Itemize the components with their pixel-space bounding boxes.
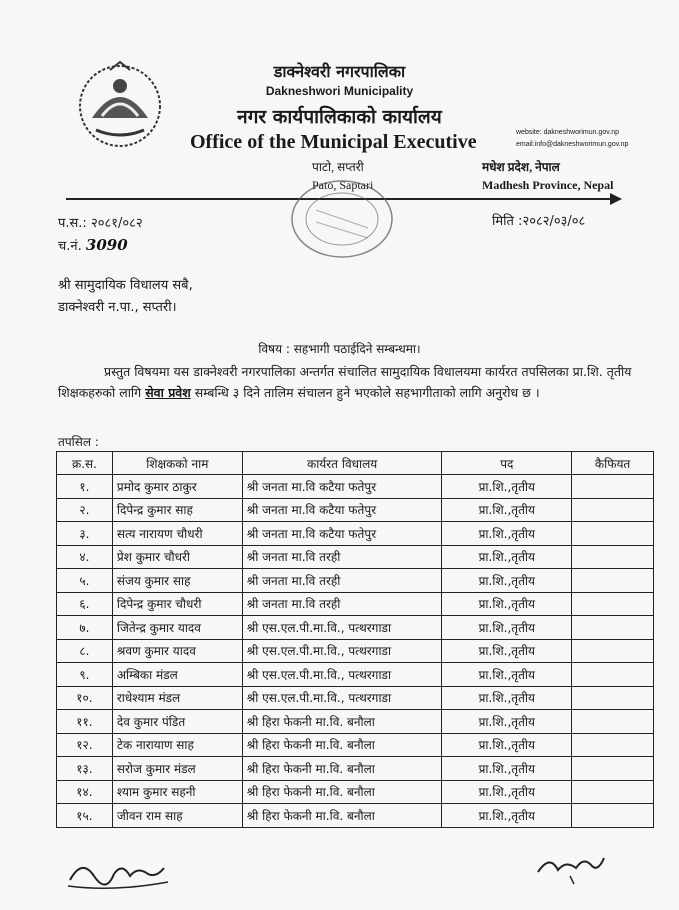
address-en-left: Pato, Saptari — [312, 178, 374, 192]
table-row — [57, 498, 654, 522]
cell-school: श्री हिरा फेकनी मा.वि. बनौला — [242, 804, 442, 828]
cell-post: प्रा.शि.,तृतीय — [442, 757, 572, 781]
date-label: मिति : — [492, 214, 523, 229]
cell-teacher-name: दिपेन्द्र कुमार चौधरी — [112, 592, 242, 616]
cell-serial: ९. — [57, 663, 113, 687]
cell-post: प्रा.शि.,तृतीय — [442, 780, 572, 804]
table-row — [57, 592, 654, 616]
cell-post: प्रा.शि.,तृतीय — [442, 475, 572, 499]
table-row — [57, 757, 654, 781]
office-name-en: Office of the Municipal Executive — [190, 131, 477, 153]
cell-remarks — [572, 498, 654, 522]
address-right — [482, 158, 613, 194]
cell-school: श्री जनता मा.वि तरही — [242, 545, 442, 569]
recipient-line-1: श्री सामुदायिक विधालय सबै, — [58, 278, 193, 293]
cell-post: प्रा.शि.,तृतीय — [442, 522, 572, 546]
teacher-table — [56, 451, 654, 828]
cell-serial: १. — [57, 475, 113, 499]
cell-school: श्री एस.एल.पी.मा.वि., पत्थरगाडा — [242, 616, 442, 640]
cell-post: प्रा.शि.,तृतीय — [442, 639, 572, 663]
table-row — [57, 522, 654, 546]
cell-serial: १४. — [57, 780, 113, 804]
header-serial: क्र.स. — [57, 452, 113, 475]
cell-serial: ५. — [57, 569, 113, 593]
divider-arrow-icon — [610, 193, 622, 205]
cell-remarks — [572, 545, 654, 569]
header-school: कार्यरत विधालय — [242, 452, 442, 475]
cell-school: श्री एस.एल.पी.मा.वि., पत्थरगाडा — [242, 663, 442, 687]
cell-post: प्रा.शि.,तृतीय — [442, 663, 572, 687]
cell-serial: २. — [57, 498, 113, 522]
cell-teacher-name: अम्बिका मंडल — [112, 663, 242, 687]
body-paragraph — [58, 361, 658, 403]
cell-serial: ४. — [57, 545, 113, 569]
address-en-right: Madhesh Province, Nepal — [482, 178, 614, 192]
municipality-name-en: Dakneshwori Municipality — [265, 84, 414, 98]
handwritten-signature-right — [530, 846, 610, 886]
cell-school: श्री हिरा फेकनी मा.वि. बनौला — [242, 780, 442, 804]
cell-teacher-name: श्रवण कुमार यादव — [112, 639, 242, 663]
cell-remarks — [572, 475, 654, 499]
cell-post: प्रा.शि.,तृतीय — [442, 733, 572, 757]
cell-serial: ६. — [57, 592, 113, 616]
cell-teacher-name: सरोज कुमार मंडल — [112, 757, 242, 781]
office-stamp — [282, 176, 402, 262]
table-row — [57, 616, 654, 640]
cell-teacher-name: टेक नारायाण साह — [112, 733, 242, 757]
cell-school: श्री एस.एल.पी.मा.वि., पत्थरगाडा — [242, 639, 442, 663]
table-row — [57, 780, 654, 804]
cell-remarks — [572, 686, 654, 710]
cell-remarks — [572, 592, 654, 616]
cell-school: श्री हिरा फेकनी मा.वि. बनौला — [242, 710, 442, 734]
body-part-2: सम्बन्धि ३ दिने तालिम संचालन हुने भएकोले सहभागीताको लागि अनुरोध छ । — [194, 385, 540, 400]
header-teacher-name: शिक्षकको नाम — [112, 452, 242, 475]
cell-post: प्रा.शि.,तृतीय — [442, 498, 572, 522]
table-row — [57, 733, 654, 757]
cell-remarks — [572, 710, 654, 734]
cell-serial: ३. — [57, 522, 113, 546]
cell-post: प्रा.शि.,तृतीय — [442, 545, 572, 569]
table-row — [57, 475, 654, 499]
table-row — [57, 663, 654, 687]
cell-teacher-name: दिपेन्द्र कुमार साह — [112, 498, 242, 522]
cell-school: श्री जनता मा.वि कटैया फतेपुर — [242, 475, 442, 499]
body-part-1: प्रस्तुत विषयमा यस डाक्नेश्वरी नगरपालिका अन्तर्गत संचालित सामुदायिक विधालयमा कार्यरत तपसिलका प्रा.शि. तृतीय शिक्षकहरुको लागि — [58, 364, 632, 400]
cell-teacher-name: सत्य नारायण चौधरी — [112, 522, 242, 546]
cell-serial: ११. — [57, 710, 113, 734]
cell-teacher-name: जितेन्द्र कुमार यादव — [112, 616, 242, 640]
table-row — [57, 639, 654, 663]
table-row — [57, 569, 654, 593]
table-row — [57, 545, 654, 569]
cell-post: प्रा.शि.,तृतीय — [442, 616, 572, 640]
municipality-name-np: डाक्नेश्वरी नगरपालिका — [273, 62, 406, 81]
cell-serial: ८. — [57, 639, 113, 663]
cell-serial: १०. — [57, 686, 113, 710]
cell-school: श्री जनता मा.वि तरही — [242, 569, 442, 593]
address-np-left: पाटो, सप्तरी — [312, 160, 364, 174]
cell-serial: ७. — [57, 616, 113, 640]
recipient-line-2: डाक्नेश्वरी न.पा., सप्तरी। — [58, 300, 177, 315]
cell-remarks — [572, 616, 654, 640]
cell-school: श्री हिरा फेकनी मा.वि. बनौला — [242, 757, 442, 781]
cell-remarks — [572, 804, 654, 828]
table-row — [57, 710, 654, 734]
cell-post: प्रा.शि.,तृतीय — [442, 804, 572, 828]
cell-teacher-name: संजय कुमार साह — [112, 569, 242, 593]
cell-remarks — [572, 663, 654, 687]
header-remarks: कैफियत — [572, 452, 654, 475]
cell-teacher-name: प्रमोद कुमार ठाकुर — [112, 475, 242, 499]
cell-school: श्री एस.एल.पी.मा.वि., पत्थरगाडा — [242, 686, 442, 710]
cell-school: श्री जनता मा.वि तरही — [242, 592, 442, 616]
cell-remarks — [572, 569, 654, 593]
ps-label: प.स.: — [58, 216, 87, 231]
chalani-number — [58, 236, 128, 254]
cell-post: प्रा.शि.,तृतीय — [442, 710, 572, 734]
cell-teacher-name: प्रेश कुमार चौधरी — [112, 545, 242, 569]
header-post: पद — [442, 452, 572, 475]
cell-post: प्रा.शि.,तृतीय — [442, 592, 572, 616]
cell-serial: १३. — [57, 757, 113, 781]
website-text: website: dakneshworimun.gov.np — [516, 129, 619, 136]
cell-serial: १५. — [57, 804, 113, 828]
table-header-row — [57, 452, 654, 475]
cell-remarks — [572, 757, 654, 781]
cell-post: प्रा.शि.,तृतीय — [442, 686, 572, 710]
handwritten-signature-left — [64, 852, 174, 894]
contact-block — [516, 127, 628, 151]
cn-label: च.नं. — [58, 239, 82, 254]
cell-remarks — [572, 733, 654, 757]
cell-remarks — [572, 522, 654, 546]
tapasil-label: तपसिल : — [58, 435, 99, 449]
date-value: २०८२/०३/०८ — [522, 214, 586, 229]
cell-school: श्री हिरा फेकनी मा.वि. बनौला — [242, 733, 442, 757]
body-emphasis: सेवा प्रवेश — [145, 385, 191, 400]
cell-serial: १२. — [57, 733, 113, 757]
cell-remarks — [572, 639, 654, 663]
cn-value: 3090 — [85, 236, 128, 254]
letter-date — [492, 211, 585, 229]
cell-remarks — [572, 780, 654, 804]
cell-teacher-name: श्याम कुमार सहनी — [112, 780, 242, 804]
cell-teacher-name: देव कुमार पंडित — [112, 710, 242, 734]
cell-school: श्री जनता मा.वि कटैया फतेपुर — [242, 498, 442, 522]
patra-sankhya — [58, 213, 143, 231]
table-row — [57, 804, 654, 828]
cell-school: श्री जनता मा.वि कटैया फतेपुर — [242, 522, 442, 546]
table-row — [57, 686, 654, 710]
email-text: email:info@dakneshworimun.gov.np — [516, 141, 629, 148]
cell-post: प्रा.शि.,तृतीय — [442, 569, 572, 593]
subject-line: विषय : सहभागी पठाईदिने सम्बन्धमा। — [258, 342, 421, 356]
ps-value: २०८१/०८२ — [90, 216, 143, 231]
address-np-right: मधेश प्रदेश, नेपाल — [482, 160, 560, 174]
office-name-np: नगर कार्यपालिकाको कार्यालय — [237, 106, 442, 128]
cell-teacher-name: जीवन राम साह — [112, 804, 242, 828]
cell-teacher-name: राधेश्याम मंडल — [112, 686, 242, 710]
